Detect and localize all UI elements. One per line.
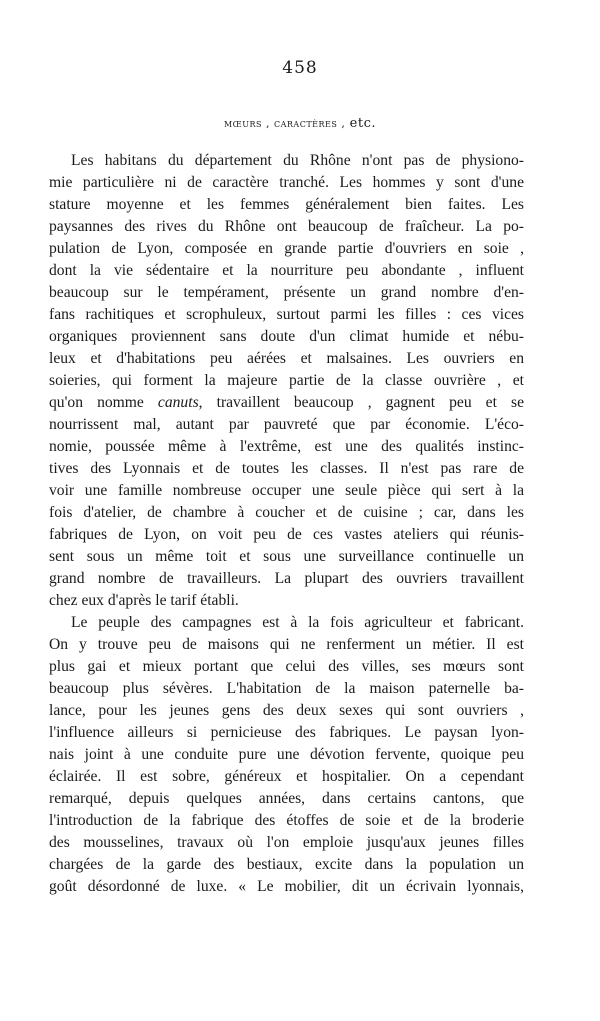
text-line: Les habitans du département du Rhône n'ont pas de physiono- xyxy=(71,152,524,169)
text-line: Le peuple des campagnes est à la fois agriculteur et fabricant. xyxy=(71,614,524,631)
text-line: mie particulière ni de caractère tranché. Les hommes y sont d'une xyxy=(49,174,524,191)
text-line: pulation de Lyon, composée en grande partie d'ouvriers en soie , xyxy=(49,240,524,257)
text-line: sent sous un même toit et sous une surveillance continuelle un xyxy=(49,548,524,565)
text-line: nomie, poussée même à l'extrême, est une des qualités instinc- xyxy=(49,438,524,455)
text-line: chargées de la garde des bestiaux, excite dans la population un xyxy=(49,856,524,873)
text-line: voir une famille nombreuse occuper une seule pièce qui sert à la xyxy=(49,482,524,499)
text-line: l'introduction de la fabrique des étoffes de soie et de la broderie xyxy=(49,812,524,829)
text-line: stature moyenne et les femmes généralement bien faites. Les xyxy=(49,196,524,213)
text-fragment: , travaillent beaucoup , gagnent peu et se xyxy=(198,394,524,411)
text-line: fans rachitiques et scrophuleux, surtout parmi les filles : ces vices xyxy=(49,306,524,323)
text-fragment: qu'on nomme xyxy=(49,394,158,411)
text-line: goût désordonné de luxe. « Le mobilier, dit un écrivain lyonnais, xyxy=(49,878,524,895)
italic-term: canuts xyxy=(157,394,199,411)
text-line: organiques proviennent sans doute d'un climat humide et nébu- xyxy=(49,328,524,345)
text-line: grand nombre de travailleurs. La plupart des ouvriers travaillent xyxy=(49,570,524,587)
text-line: paysannes des rives du Rhône ont beaucoup de fraîcheur. La po- xyxy=(49,218,524,235)
text-line: l'influence ailleurs si pernicieuse des fabriques. Le paysan lyon- xyxy=(49,724,524,741)
text-line: nais joint à une conduite pure une dévotion fervente, quoique peu xyxy=(49,746,524,763)
text-line: nourrissent mal, autant par pauvreté que par économie. L'éco- xyxy=(49,416,524,433)
body-text xyxy=(49,150,524,898)
section-heading-title: mœurs , caractères , xyxy=(223,117,346,130)
text-line: lance, pour les jeunes gens des deux sexes qui sont ouvriers , xyxy=(49,702,524,719)
text-line: dont la vie sédentaire et la nourriture peu abondante , influent xyxy=(49,262,524,279)
text-line: remarqué, depuis quelques années, dans certains cantons, que xyxy=(49,790,524,807)
text-line: fabriques de Lyon, on voit peu de ces vastes ateliers qui réunis- xyxy=(49,526,524,543)
text-line: plus gai et mieux portant que celui des villes, ses mœurs sont xyxy=(49,658,524,675)
text-line: fois d'atelier, de chambre à coucher et de cuisine ; car, dans les xyxy=(49,504,524,521)
text-line: On y trouve peu de maisons qui ne renferment un métier. Il est xyxy=(49,636,524,653)
text-line: beaucoup plus sévères. L'habitation de la maison paternelle ba- xyxy=(49,680,524,697)
text-line: leux et d'habitations peu aérées et malsaines. Les ouvriers en xyxy=(49,350,524,367)
text-line-italic xyxy=(49,392,524,414)
section-heading-etc: etc. xyxy=(349,116,377,131)
section-heading xyxy=(0,116,600,131)
text-line: éclairée. Il est sobre, généreux et hospitalier. On a cependant xyxy=(49,768,524,785)
text-line: beaucoup sur le tempérament, présente un grand nombre d'en- xyxy=(49,284,524,301)
page-number: 458 xyxy=(282,58,318,78)
text-line: des mousselines, travaux où l'on emploie jusqu'aux jeunes filles xyxy=(49,834,524,851)
text-line: chez eux d'après le tarif établi. xyxy=(49,592,239,609)
text-line: tives des Lyonnais et de toutes les classes. Il n'est pas rare de xyxy=(49,460,524,477)
text-line: soieries, qui forment la majeure partie de la classe ouvrière , et xyxy=(49,372,524,389)
